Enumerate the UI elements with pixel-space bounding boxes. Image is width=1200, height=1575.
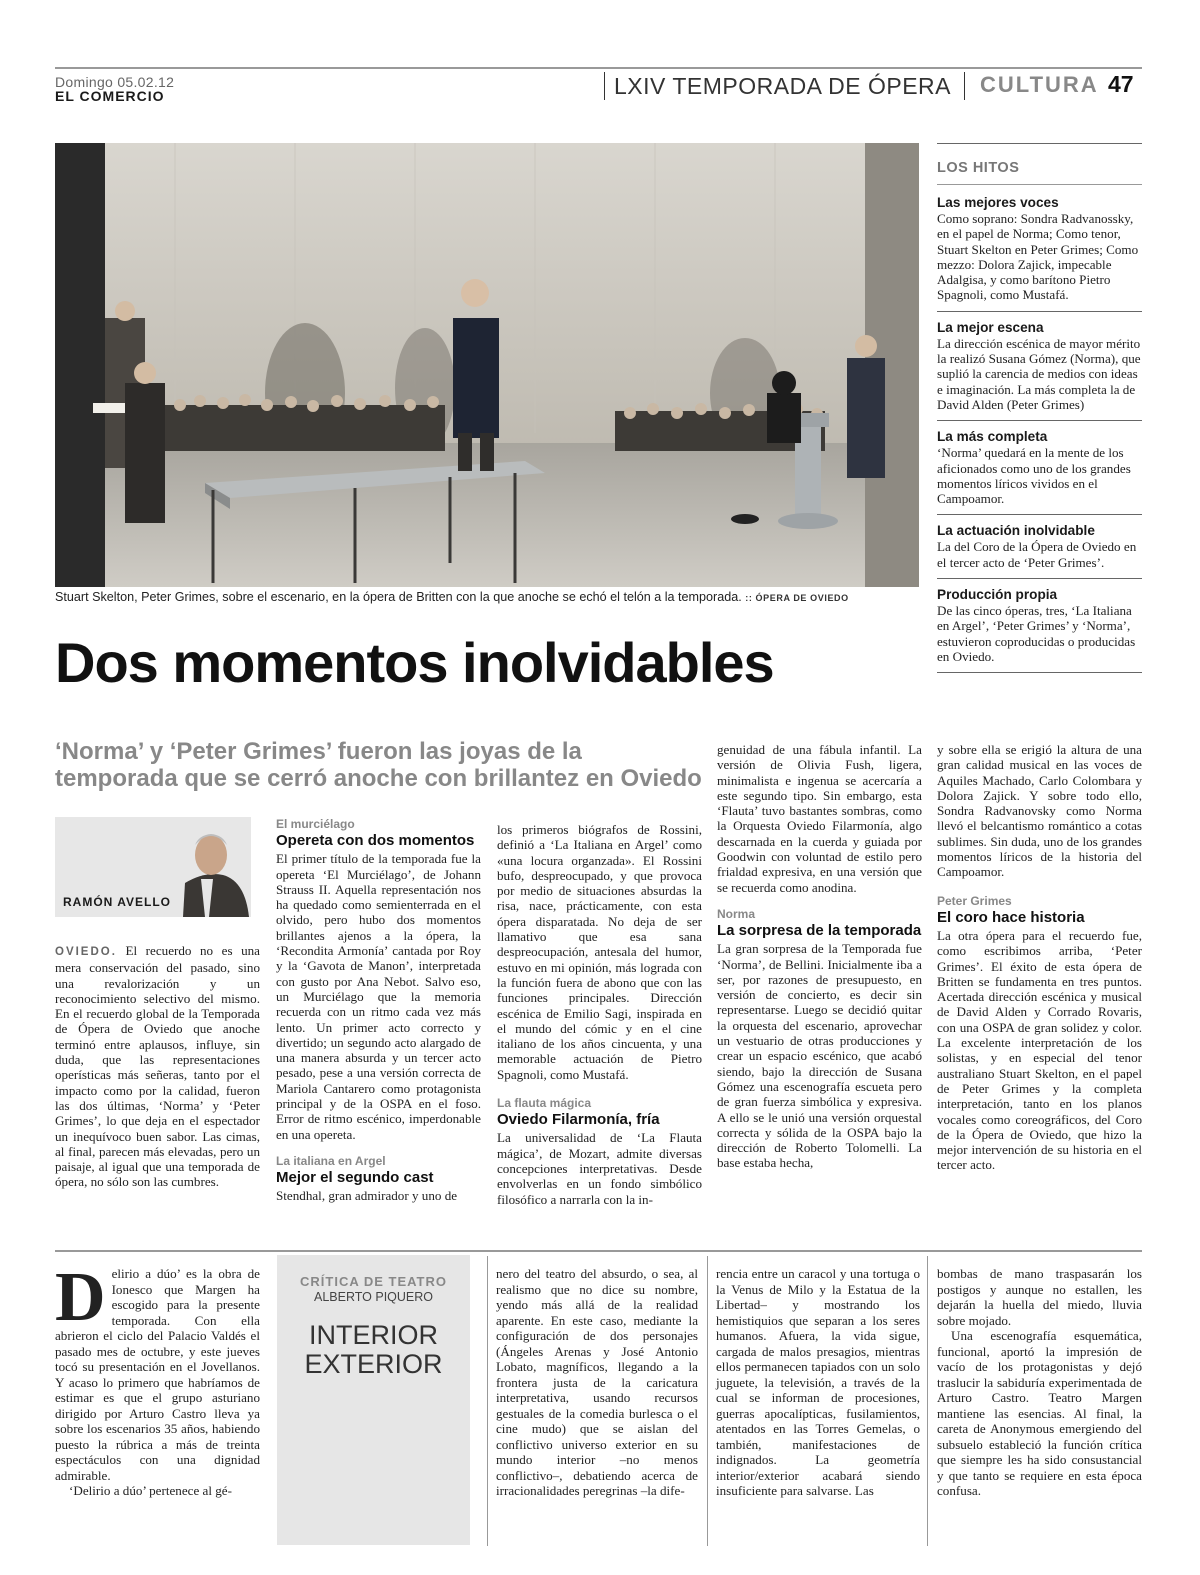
highlights-sidebar: [937, 143, 1142, 681]
article-text: y sobre ella se erigió la altura de una gran calidad musical en las voces de Aquiles Machado, Carlo Colombara y Dolora Zajick. Y sobre todo ello, Sondra Radvanovsky como Norma llevó el belcantismo romántico a cotas sublimes. Sin duda, uno de los grandes momentos líricos de la historia del Campoamor.: [937, 742, 1142, 880]
review-column-4: [716, 1266, 920, 1499]
sidebar-item-body: Como soprano: Sondra Radvanossky, en el papel de Norma; Como tenor, Stuart Skelton en Peter Grimes; Como mezzo: Dolora Zajick, impecable Adalgisa, y como barítono Pietro Spagnoli, como Mustafá.: [937, 211, 1139, 303]
stage-photo: [55, 143, 919, 587]
section-kicker: La flauta mágica: [497, 1096, 592, 1111]
page-number: 47: [1108, 71, 1134, 97]
sidebar-title-rule: [937, 184, 1142, 185]
article-headline: Dos momentos inolvidables: [55, 631, 774, 694]
article-column-1: [55, 943, 260, 1190]
stage-scene-illustration: [55, 143, 919, 587]
article-text: La universalidad de ‘La Flauta mágica’, de Mozart, admite diversas concepciones interpretativas. Desde envolverlas en un fondo simbólico filosófico a narrarla con la in-: [497, 1130, 702, 1207]
header-section-title: LXIV TEMPORADA DE ÓPERA: [614, 73, 952, 99]
section-title: Oviedo Filarmonía, fría: [497, 1111, 660, 1129]
article-text: El recuerdo no es una mera conservación del pasado, sino una revalorización y un reconocimiento selectivo del mismo. En el recuerdo global de la Temporada de Ópera de Oviedo que anoche terminó entre aplausos, influye, sin duda, que las representaciones operísticas más señeras, tanto por el impacto como por la calidad, fueron las dos últimas, ‘Norma’ y ‘Peter Grimes’, lo que deja en el espectador un inequívoco buen sabor. Las cimas, al final, parecen más elevadas, pero un paisaje, al igual que una temporada de ópera, no sólo son las cumbres.: [55, 943, 260, 1190]
section-kicker: Norma: [717, 906, 756, 921]
column-divider: [927, 1256, 928, 1546]
section-title: El coro hace historia: [937, 908, 1085, 926]
review-title-line-2: EXTERIOR: [304, 1349, 443, 1379]
header-category: CULTURA: [980, 72, 1099, 97]
section-kicker: El murciélago: [276, 817, 355, 831]
header-divider: [604, 72, 605, 100]
sidebar-rule: [937, 514, 1142, 515]
article-column-2: [276, 817, 481, 1204]
sidebar-title: LOS HITOS: [937, 160, 1020, 176]
review-label: CRÍTICA DE TEATRO: [300, 1274, 447, 1289]
section-title: Opereta con dos momentos: [276, 832, 475, 850]
section-title: La sorpresa de la temporada: [717, 922, 922, 940]
article-text: La otra ópera para el recuerdo fue, como escribimos arriba, ‘Peter Grimes’. El éxito de esta ópera de Britten se fundamenta en tres puntos. Acertada dirección escénica y musical de David Alden y Corrado Rovaris, con una OSPA de gran solidez y color. La excelente interpretación de los solistas, y en especial del tenor australiano Stuart Skelton, en el papel de Peter Grimes y la completa interpretación, tanto en los planos vocales como coreográficos, del Coro de la Ópera de Oviedo, que hizo la mejor intervención de su historia en el tercer acto.: [937, 927, 1142, 1173]
photo-caption: [55, 590, 919, 604]
article-paragraph: [55, 943, 260, 1190]
sidebar-rule: [937, 311, 1142, 312]
article-text: La gran sorpresa de la Temporada fue ‘Norma’, de Bellini. Inicialmente iba a ser, por razones de presupuesto, en versión de concierto, es decir sin representarse. Luego se decidió quitar la orquesta del escenario, aprovechar un vestuario de otras producciones y crear un espacio escénico, que acabó siendo, bajo la dirección de Susana Gómez una escenografía escueta pero de gran fuerza simbólica y expresiva. A ello se le unió una versión orquestal correcta y sólida de la OSPA bajo la dirección de Roberto Tolomelli. La base estaba hecha,: [717, 941, 922, 1171]
sidebar-item: [937, 587, 1142, 664]
review-column-1: [55, 1259, 260, 1499]
section-kicker: La italiana en Argel: [276, 1153, 386, 1168]
review-column-5: [937, 1266, 1142, 1499]
photo-credit: :: ÓPERA DE OVIEDO: [745, 593, 849, 603]
review-text: elirio a dúo’ es la obra de Ionesco que Margen ha escogido para la presente temporada. Con ella abrieron el ciclo del Palacio Valdés el pasado mes de octubre, y este jueves tocó su presentación en el Jovellanos. Y acaso lo primero que habríamos de estimar es que el grupo asturiano dirigido por Arturo Castro lleva ya sobre los escenarios 35 años, habiendo puesto la rúbrica a más de treinta espectáculos con una dignidad admirable.: [55, 1266, 260, 1483]
sidebar-item: [937, 429, 1142, 506]
review-author: ALBERTO PIQUERO: [313, 1290, 434, 1304]
review-text: Una escenografía esquemática, funcional, aportó la impresión de vacío de los protagonistas y dejó traslucir la sabiduría experimentada de Arturo Castro. Teatro Margen mantiene las esencias. Al final, la careta de Anonymous emergiendo del subsuelo estableció la función crítica que siempre les ha sido consustancial y que tanto se requiere en esta época confusa.: [937, 1328, 1142, 1498]
sidebar-top-rule: [937, 143, 1142, 144]
review-text: nero del teatro del absurdo, o sea, al realismo que no dice su nombre, yendo más allá de la realidad aparente. En este caso, mediante la configuración de dos personajes (Ángeles Arenas y José Antonio Lobato, magníficos, llegando a la frontera justa de la caricatura interpretativa, usando recursos gestuales de la comedia burlesca o el cine mudo) que se aislan del conflictivo universo exterior en su mundo interior –no menos conflictivo–, debatiendo acerca de irracionalidades peregrinas –la dife-: [496, 1266, 698, 1498]
sidebar-item-head: La más completa: [937, 429, 1048, 445]
review-text: rencia entre un caracol y una tortuga o la Venus de Milo y la Estatua de la Libertad– y mostrando los hemistiquios que separan a los seres humanos. Afuera, la vida sigue, cargada de malos presagios, mientras ellos permanecen tapiados con un solo juguete, la televisión, a través de la cual se informan de procesiones, guerras apocalípticas, fusilamientos, atentados en las Torres Gemelas, o también, manifestaciones de indignados. La geometría interior/exterior acabará siendo insuficiente para salvarse. Las: [716, 1266, 920, 1498]
article-subhead: ‘Norma’ y ‘Peter Grimes’ fueron las joyas de la temporada que se cerró anoche con brillantez en Oviedo: [55, 738, 702, 792]
sidebar-item-head: La mejor escena: [937, 319, 1044, 335]
sidebar-item-body: La dirección escénica de mayor mérito la realizó Susana Gómez (Norma), que suplió la carencia de medios con ideas e imaginación. La más completa la de David Alden (Peter Grimes): [937, 335, 1141, 412]
review-column-3: [496, 1266, 698, 1499]
header-paper-name: EL COMERCIO: [55, 88, 165, 104]
review-text: bombas de mano traspasarán los postigos y aunque no estallen, les dejarán la huella del miedo, lluvia sobre mojado.: [937, 1266, 1142, 1328]
header-date: Domingo 05.02.12: [55, 74, 175, 90]
column-divider: [707, 1256, 708, 1546]
article-text: Stendhal, gran admirador y uno de: [276, 1188, 458, 1204]
sidebar-rule: [937, 672, 1142, 673]
sidebar-item-head: Las mejores voces: [937, 195, 1059, 210]
sidebar-rule: [937, 578, 1142, 579]
article-text: genuidad de una fábula infantil. La versión de Olivia Fush, ligera, minimalista e ingenua se acercaría a este segundo tipo. Sin embargo, esta ‘Flauta’ tuvo bastantes sombras, como la Orquesta Oviedo Filarmonía, algo descarnada en la cuerda y guiada por Goodwin con voluntad de estilo pero frialdad expresiva, en una versión que se recuerda como anodina.: [717, 742, 922, 895]
article-text: los primeros biógrafos de Rossini, definió a ‘La Italiana en Argel’ como «una locura organzada». El Rossini bufo, despreocupado, y que provoca por medio de situaciones absurdas la risa, nace, prácticamente, con esta ópera disparatada. No deja de ser llamativo que esa sana despreocupación, antesala del humor, estuvo en mi opinión, más lograda con la función fuera de abono que con las funciones principales. Dirección escénica de Emilio Sagi, inspirada en el mundo del cómic y en el cine italiano de los años cincuenta, y una memorable actuación de Pietro Spagnoli, como Mustafá.: [497, 822, 702, 1082]
header-divider: [964, 72, 965, 100]
section-title: Mejor el segundo cast: [276, 1169, 434, 1187]
sidebar-item: [937, 320, 1142, 412]
article-column-3: [497, 822, 702, 1207]
review-title-line-1: INTERIOR: [308, 1320, 438, 1350]
sidebar-item-head: La actuación inolvidable: [937, 523, 1095, 539]
column-divider: [487, 1256, 488, 1546]
section-rule: [55, 1250, 1142, 1252]
sidebar-item-body: De las cinco óperas, tres, ‘La Italiana en Argel’, ‘Peter Grimes’ y ‘Norma’, estuvieron coproducidas o producidas en Oviedo.: [937, 603, 1136, 664]
author-name: RAMÓN AVELLO: [63, 895, 171, 909]
sidebar-item: [937, 523, 1142, 570]
section-kicker: Peter Grimes: [937, 893, 1012, 908]
dateline: OVIEDO.: [55, 946, 117, 958]
review-text: ‘Delirio a dúo’ pertenece al gé-: [69, 1483, 232, 1498]
sidebar-item: [937, 195, 1142, 303]
article-text: El primer título de la temporada fue la opereta ‘El Murciélago’, de Johann Strauss II. Aquella representación nos ha quedado como semienterrada en el olvido, pero hubo dos momentos brillantes ajenos a la ópera, la ‘Recondita Armonía’ cantada por Roy y la ‘Gavota de Manon’, interpretada con gusto por Ana Nebot. Salvo eso, un Murciélago que la memoria recuerda con un ritmo cada vez más lento. Un primer acto correcto y divertido; un segundo acto alargado de una manera absurda y un tercer acto pesado, pese a una versión correcta de Mariola Cantarero como protagonista principal y de la OSPA en el foso. Error de ritmo escénico, imperdonable en una opereta.: [276, 851, 481, 1142]
sidebar-item-body: ‘Norma’ quedará en la mente de los aficionados como uno de los grandes momentos líricos vividos en el Campoamor.: [937, 445, 1131, 507]
sidebar-rule: [937, 420, 1142, 421]
sidebar-item-body: La del Coro de la Ópera de Oviedo en el tercer acto de ‘Peter Grimes’.: [937, 539, 1137, 570]
sidebar-item-head: Producción propia: [937, 587, 1058, 603]
header-rule: [55, 67, 1142, 69]
article-column-4: [717, 742, 922, 1171]
photo-caption-text: Stuart Skelton, Peter Grimes, sobre el escenario, en la ópera de Britten con la que anoche se echó el telón a la temporada.: [55, 590, 742, 604]
article-column-5: [937, 742, 1142, 1173]
review-paragraph: [55, 1259, 260, 1483]
drop-cap: D: [55, 1259, 106, 1336]
